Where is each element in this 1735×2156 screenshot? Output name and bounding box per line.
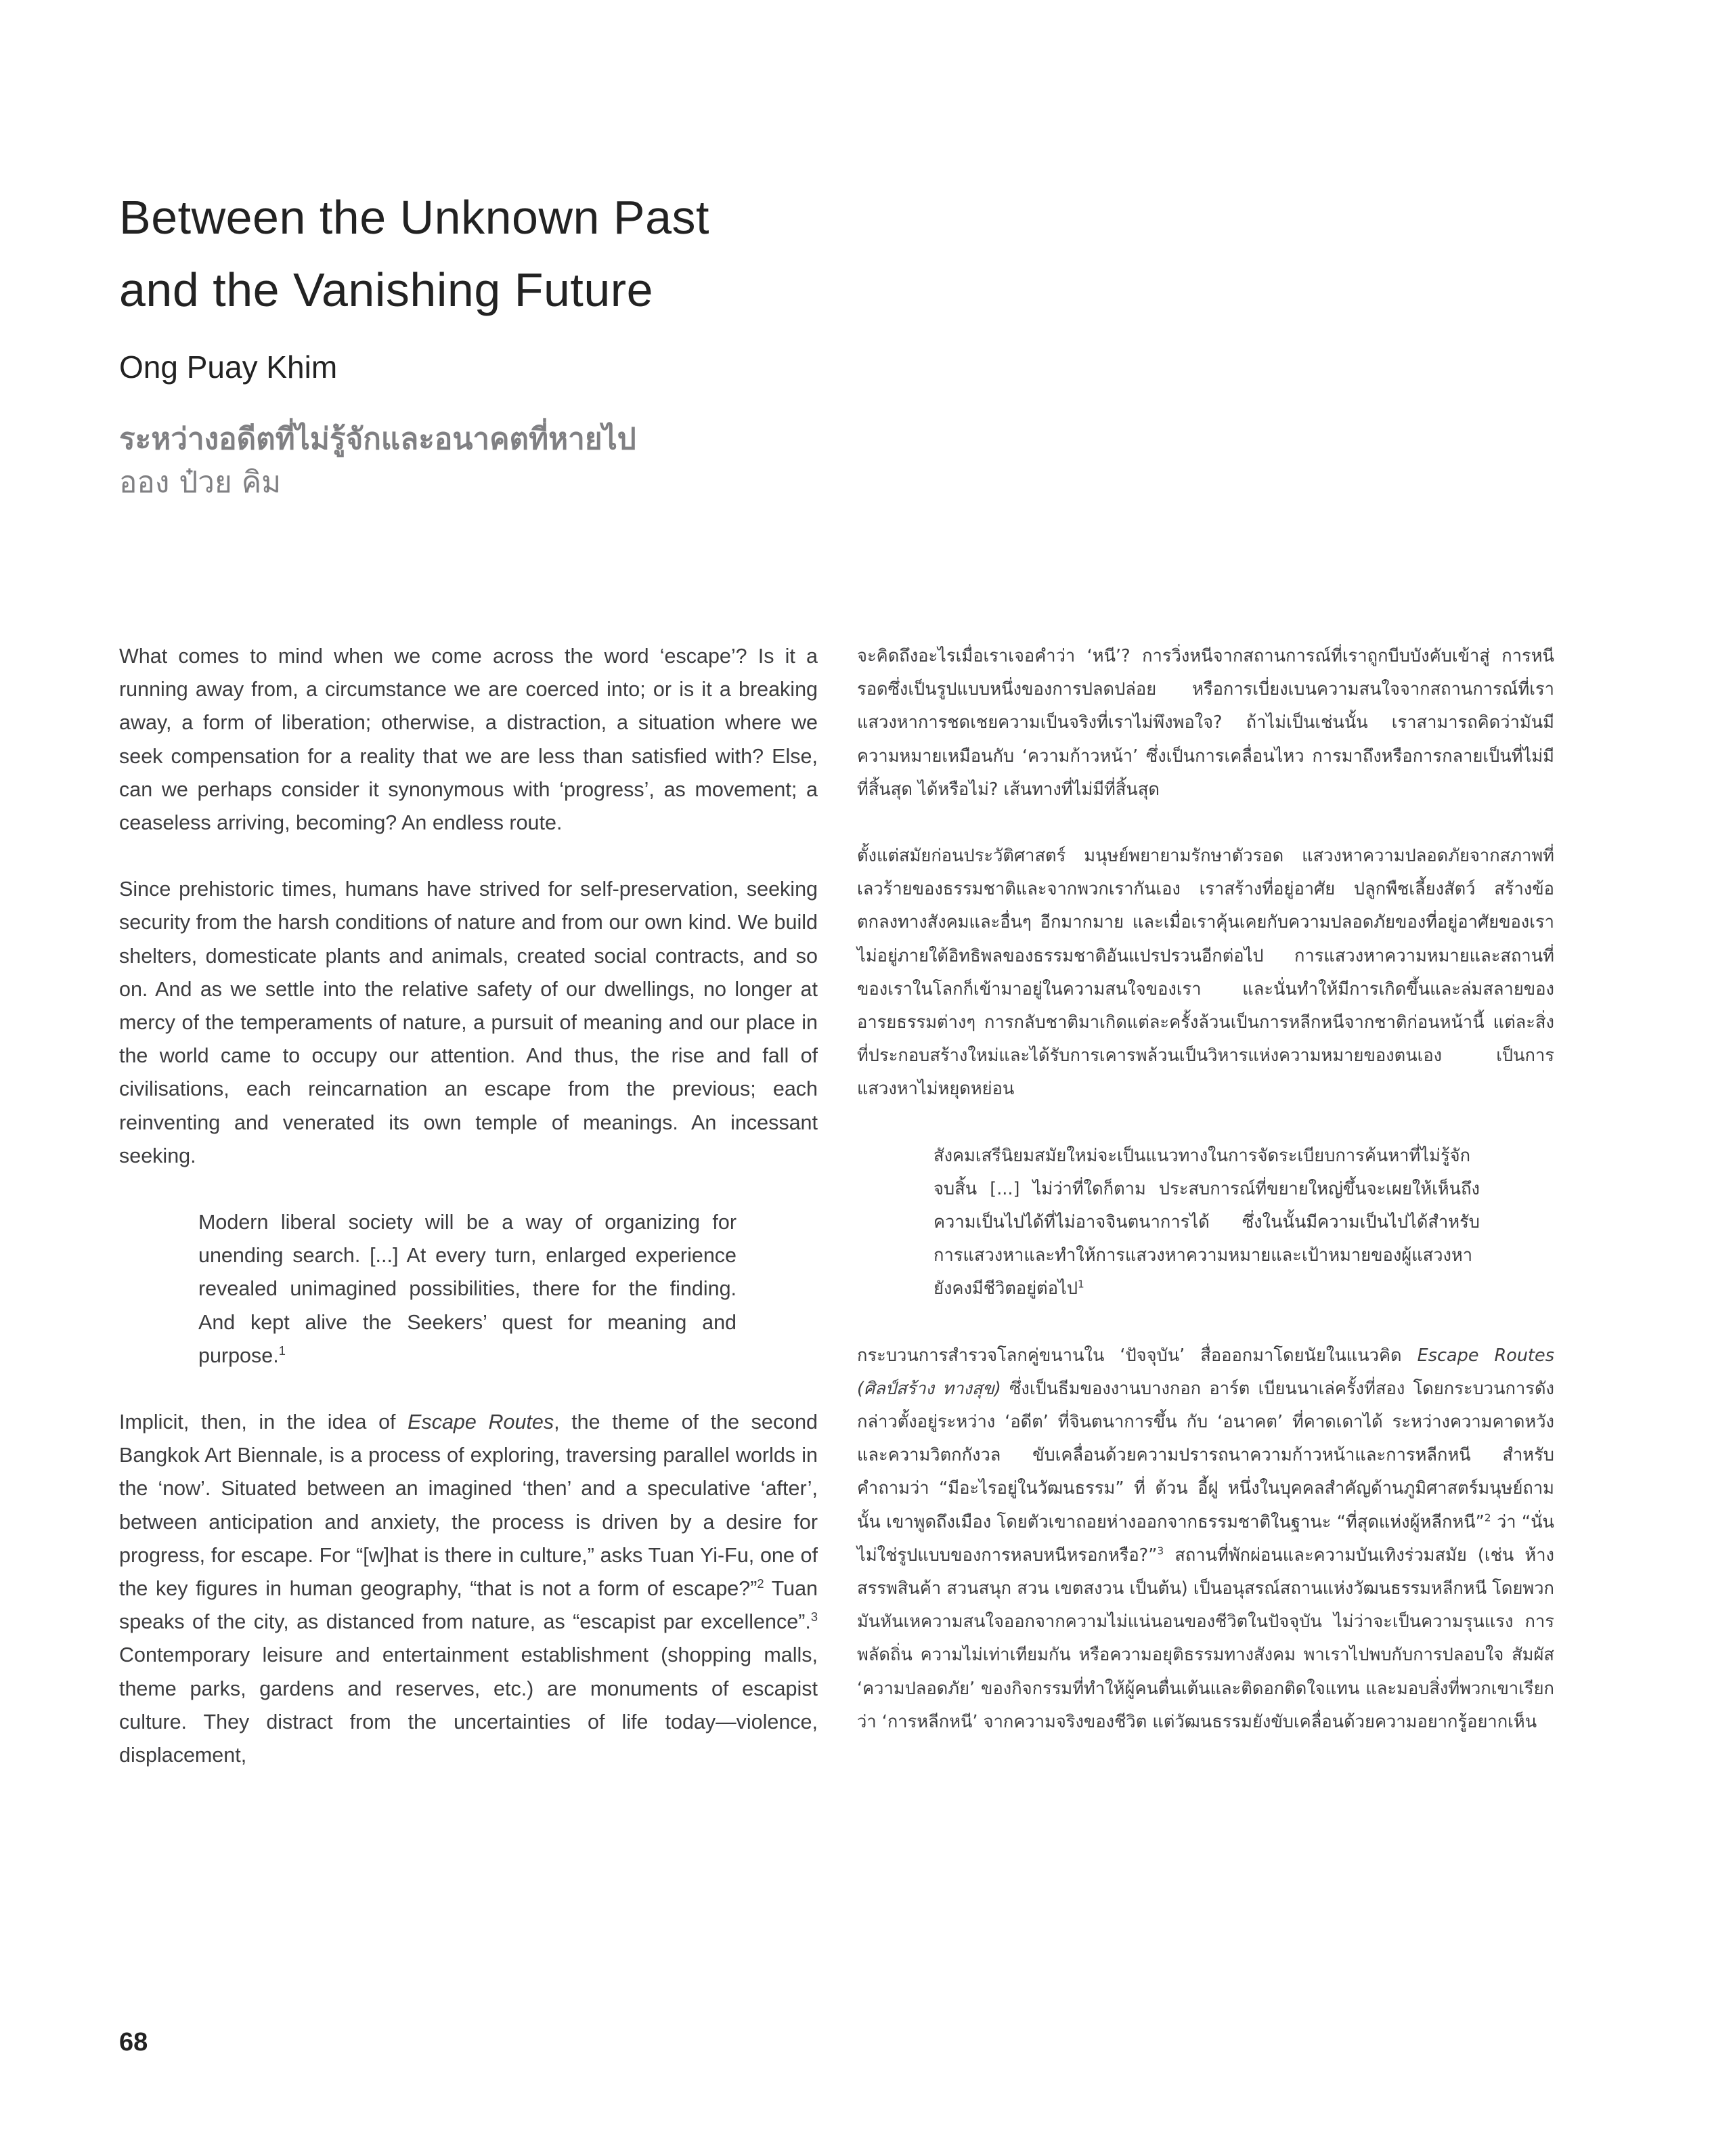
title-block [119, 181, 931, 505]
thai-footnote-marker-1: 1 [1078, 1278, 1084, 1291]
title-thai: ระหว่างอดีตที่ไม่รู้จักและอนาคตที่หายไป [119, 422, 636, 456]
title-english-line-2: and the Vanishing Future [119, 263, 654, 316]
english-p3-text-a: Implicit, then, in the idea of [119, 1410, 408, 1434]
english-p3-text-c: Tuan speaks of the city, as distanced from nature, as “escapist par excellence”. [119, 1577, 818, 1634]
english-column [119, 640, 818, 1805]
thai-column [857, 640, 1554, 1772]
thai-p3-text-a: กระบวนการสำรวจโลกคู่ขนานใน ‘ปัจจุบัน’ สื่อออกมาโดยนัยในแนวคิด [857, 1345, 1418, 1366]
english-blockquote [198, 1206, 737, 1373]
footnote-marker-1: 1 [278, 1343, 286, 1358]
english-p3-text-d: Contemporary leisure and entertainment establishment (shopping malls, theme parks, gardens and reserves, etc.) are monuments of escapist culture. They distract from the uncertainties of life today—violence, displacement, [119, 1643, 818, 1767]
english-p3-text-b: , the theme of the second Bangkok Art Biennale, is a process of exploring, traversing parallel worlds in the ‘now’. Situated between an imagined ‘then’ and a speculative ‘after’, between anticipation and anxiety, the process is driven by a desire for progress, for escape. For “[w]hat is there in culture,” asks Tuan Yi-Fu, one of the key figures in human geography, “that is not a form of escape?” [119, 1410, 818, 1601]
page-number: 68 [119, 2028, 148, 2056]
english-paragraph-1: What comes to mind when we come across the word ‘escape’? Is it a running away from, a circumstance we are coerced into; or is it a breaking away, a form of liberation; otherwise, a distraction, a situation where we seek compensation for a reality that we are less than satisfied with? Else, can we perhaps consider it synonymous with ‘progress’, as movement; a ceaseless arriving, becoming? An endless route. [119, 645, 818, 835]
english-paragraph-3 [119, 1406, 818, 1772]
thai-quote-text: สังคมเสรีนิยมสมัยใหม่จะเป็นแนวทางในการจัดระเบียบการค้นหาที่ไม่รู้จักจบสิ้น [...] ไม่ว่าที่ใดก็ตาม ประสบการณ์ที่ขยายใหญ่ขึ้นจะเผยให้เห็นถึงความเป็นไปได้ที่ไม่อาจจินตนาการได้ ซึ่งในนั้นมีความเป็นไปได้สำหรับการแสวงหาและทำให้การแสวงหาความหมายและเป้าหมายของผู้แสวงหายังคงมีชีวิตอยู่ต่อไป [934, 1145, 1480, 1299]
thai-p3-text-b: ซึ่งเป็นธีมของงานบางกอก อาร์ต เบียนนาเล่ครั้งที่สอง โดยกระบวนการดังกล่าวตั้งอยู่ระหว่าง ‘อดีต’ ที่จินตนาการขึ้น กับ ‘อนาคต’ ที่คาดเดาได้ ระหว่างความคาดหวังและความวิตกกังวล ขับเคลื่อนด้วยความปรารถนาความก้าวหน้าและการหลีกหนี สำหรับคำถามว่า “มีอะไรอยู่ในวัฒนธรรม” ที่ ต้วน อี้ฝู หนึ่งในบุคคลสำคัญด้านภูมิศาสตร์มนุษย์ถามนั้น เขาพูดถึงเมือง โดยตัวเขาถอยห่างออกจากธรรมชาติในฐานะ “ที่สุดแห่งผู้หลีกหนี” [857, 1378, 1554, 1532]
thai-p3-text-c: ว่า “นั่นไม่ใช่รูปแบบของการหลบหนีหรอกหรือ?” [857, 1511, 1554, 1566]
thai-p3-text-d: สถานที่พักผ่อนและความบันเทิงร่วมสมัย (เช่น ห้างสรรพสินค้า สวนสนุก สวน เขตสงวน เป็นต้น) เป็นอนุสรณ์สถานแห่งวัฒนธรรมหลีกหนี โดยพวกมันหันเหความสนใจออกจากความไม่แน่นอนของชีวิตในปัจจุบัน ไม่ว่าจะเป็นความรุนแรง การพลัดถิ่น ความไม่เท่าเทียมกัน หรือความอยุติธรรมทางสังคม พาเราไปพบกับการปลอบใจ สัมผัส ‘ความปลอดภัย’ ของกิจกรรมที่ทำให้ผู้คนตื่นเต้นและติดอกติดใจแทน และมอบสิ่งที่พวกเขาเรียกว่า ‘การหลีกหนี’ จากความจริงของชีวิต แต่วัฒนธรรมยังขับเคลื่อนด้วยความอยากรู้อยากเห็น [857, 1545, 1554, 1732]
thai-footnote-marker-2: 2 [1484, 1511, 1491, 1524]
thai-paragraph-3 [857, 1339, 1554, 1739]
english-paragraph-2: Since prehistoric times, humans have strived for self-preservation, seeking security from the harsh conditions of nature and from our own kind. We build shelters, domesticate plants and animals, created social contracts, and so on. And as we settle into the relative safety of our dwellings, no longer at mercy of the temperaments of nature, a pursuit of meaning and our place in the world came to occupy our attention. And thus, the rise and fall of civilisations, each reincarnation an escape from the previous; each reinventing and venerated its own temple of meanings. An incessant seeking. [119, 878, 818, 1167]
thai-escape-routes-title: Escape Routes (ศิลป์สร้าง ทางสุข) [857, 1345, 1554, 1399]
english-quote-text: Modern liberal society will be a way of organizing for unending search. [...] At every turn, enlarged experience revealed unimagined possibilities, there for the finding. And kept alive the Seekers’ quest for meaning and purpose. [198, 1211, 737, 1367]
title-english [119, 181, 931, 326]
title-english-line-1: Between the Unknown Past [119, 191, 709, 244]
footnote-marker-3: 3 [810, 1610, 818, 1624]
footnote-marker-2: 2 [757, 1576, 764, 1591]
author-english: Ong Puay Khim [119, 349, 338, 385]
thai-paragraph-1: จะคิดถึงอะไรเมื่อเราเจอคำว่า ‘หนี’? การวิ่งหนีจากสถานการณ์ที่เราถูกบีบบังคับเข้าสู่ การหนีรอดซึ่งเป็นรูปแบบหนึ่งของการปลดปล่อย หรือการเบี่ยงเบนความสนใจจากสถานการณ์ที่เราแสวงหาการชดเชยความเป็นจริงที่เราไม่พึงพอใจ? ถ้าไม่เป็นเช่นนั้น เราสามารถคิดว่ามันมีความหมายเหมือนกับ ‘ความก้าวหน้า’ ซึ่งเป็นการเคลื่อนไหว การมาถึงหรือการกลายเป็นที่ไม่มีที่สิ้นสุด ได้หรือไม่? เส้นทางที่ไม่มีที่สิ้นสุด [857, 646, 1554, 800]
thai-footnote-marker-3: 3 [1157, 1545, 1164, 1557]
thai-paragraph-2: ตั้งแต่สมัยก่อนประวัติศาสตร์ มนุษย์พยายามรักษาตัวรอด แสวงหาความปลอดภัยจากสภาพที่เลวร้ายของธรรมชาติและจากพวกเรากันเอง เราสร้างที่อยู่อาศัย ปลูกพืชเลี้ยงสัตว์ สร้างข้อตกลงทางสังคมและอื่นๆ อีกมากมาย และเมื่อเราคุ้นเคยกับความปลอดภัยของที่อยู่อาศัยของเราไม่อยู่ภายใต้อิทธิพลของธรรมชาติอันแปรปรวนอีกต่อไป การแสวงหาความหมายและสถานที่ของเราในโลกก็เข้ามาอยู่ในความสนใจของเรา และนั่นทำให้มีการเกิดขึ้นและล่มสลายของอารยธรรมต่างๆ การกลับชาติมาเกิดแต่ละครั้งล้วนเป็นการหลีกหนีจากชาติก่อนหน้านี้ แต่ละสิ่งที่ประกอบสร้างใหม่และได้รับการเคารพล้วนเป็นวิหารแห่งความหมายของตนเอง เป็นการแสวงหาไม่หยุดหย่อน [857, 846, 1554, 1100]
escape-routes-title: Escape Routes [408, 1410, 554, 1434]
author-thai: ออง ป๋วย คิม [119, 465, 282, 500]
thai-blockquote [934, 1140, 1480, 1306]
